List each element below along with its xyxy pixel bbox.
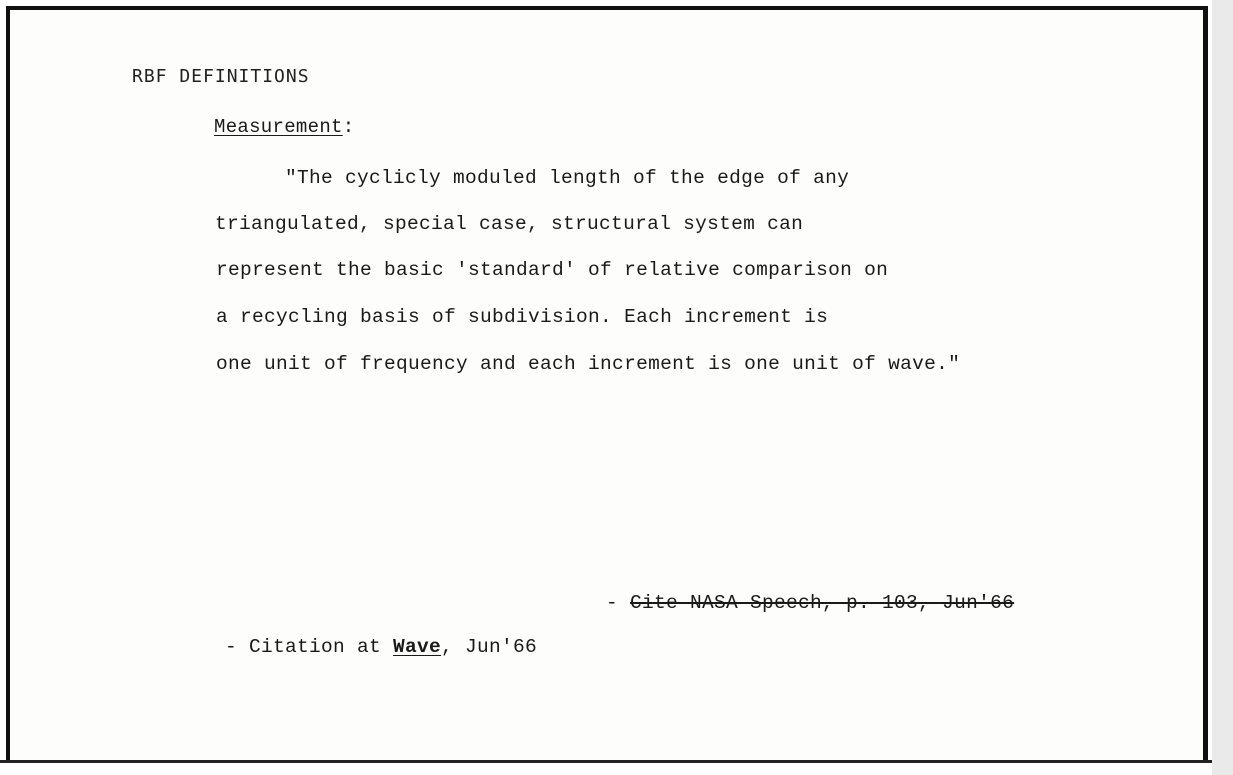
citation-suffix: , Jun'66 (441, 636, 538, 658)
definition-term (214, 116, 354, 138)
citation (225, 636, 537, 658)
struck-citation-prefix: - (606, 592, 631, 614)
card-bottom-edge (0, 760, 1212, 763)
definition-term-colon: : (342, 116, 355, 138)
definition-line-4: a recycling basis of subdivision. Each increment is (216, 306, 829, 328)
struck-citation (606, 592, 1014, 614)
definition-line-3: represent the basic 'standard' of relative comparison on (216, 259, 889, 281)
definition-line-1: "The cyclicly moduled length of the edge of any (285, 167, 850, 189)
definition-line-5: one unit of frequency and each increment is one unit of wave." (216, 353, 961, 375)
struck-citation-text: Cite NASA Speech, p. 103, Jun'66 (630, 592, 1015, 614)
citation-link: Wave (393, 636, 442, 658)
index-card (6, 6, 1208, 762)
scan-margin (1212, 0, 1233, 775)
definition-line-2: triangulated, special case, structural system can (215, 213, 804, 235)
citation-prefix: - Citation at (225, 636, 394, 658)
definition-term-label: Measurement (214, 116, 343, 138)
document-heading: RBF DEFINITIONS (132, 66, 310, 87)
